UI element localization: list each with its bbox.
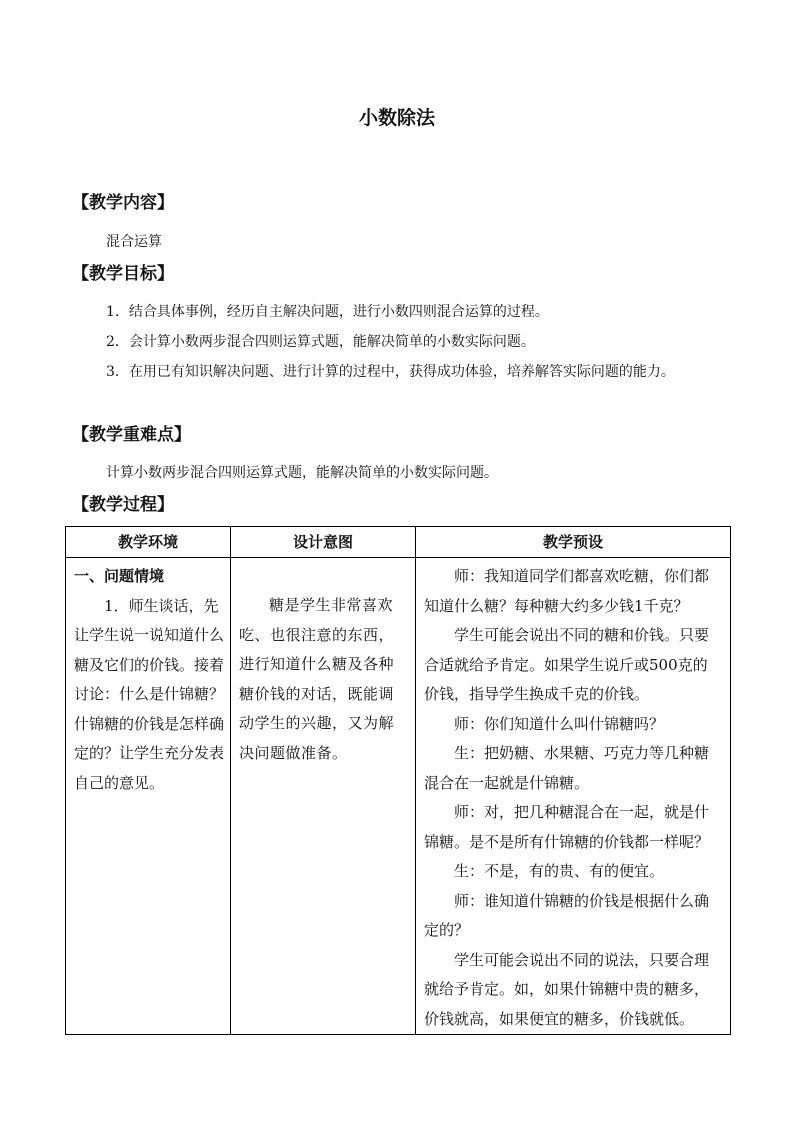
design-intent-text: 糖是学生非常喜欢吃、也很注意的东西，进行知道什么糖及各种糖价钱的对话，既能调动学生的兴趣，又为解决问题做准备。 (239, 596, 395, 762)
table-cell-environment (66, 558, 231, 1035)
plan-line: 学生可能会说出不同的说法，只要合理就给予肯定。如，如果什锦糖中贵的糖多，价钱就高，如果便宜的糖多，价钱就低。 (424, 950, 710, 1028)
table-header-environment: 教学环境 (66, 527, 231, 558)
problem-situation-title: 一、问题情境 (74, 567, 165, 585)
teaching-process-table (65, 526, 731, 1035)
section-heading-goals: 【教学目标】 (72, 264, 174, 284)
table-cell-teaching-plan (416, 558, 731, 1035)
content-text: 混合运算 (106, 234, 162, 250)
table-header-teaching-plan: 教学预设 (416, 527, 731, 558)
environment-text: 1．师生谈话，先让学生说一说知道什么糖及它们的价钱。接着讨论：什么是什锦糖？什锦糖的价钱是怎样确定的？让学生充分发表自己的意见。 (74, 596, 225, 792)
goal-item-3: 3．在用已有知识解决问题、进行计算的过程中，获得成功体验，培养解答实际问题的能力。 (106, 364, 675, 380)
goal-item-1: 1．结合具体事例，经历自主解决问题，进行小数四则混合运算的过程。 (106, 304, 549, 320)
plan-line: 师：谁知道什锦糖的价钱是根据什么确定的？ (424, 891, 710, 939)
key-points-text: 计算小数两步混合四则运算式题，能解决简单的小数实际问题。 (106, 465, 498, 481)
plan-line: 生：不是，有的贵、有的便宜。 (454, 862, 665, 880)
plan-line: 师：你们知道什么叫什锦糖吗？ (454, 714, 665, 733)
plan-line: 学生可能会说出不同的糖和价钱。只要合适就给予肯定。如果学生说斤或500克的价钱，指导学生换成千克的价钱。 (424, 626, 710, 703)
section-heading-process: 【教学过程】 (72, 495, 174, 515)
table-header-design-intent: 设计意图 (231, 527, 416, 558)
goal-item-2: 2．会计算小数两步混合四则运算式题，能解决简单的小数实际问题。 (106, 334, 535, 350)
page-title: 小数除法 (358, 107, 435, 129)
section-heading-key-points: 【教学重难点】 (72, 425, 191, 445)
section-heading-content: 【教学内容】 (72, 193, 174, 213)
plan-line: 师：对，把几种糖混合在一起，就是什锦糖。是不是所有什锦糖的价钱都一样呢？ (424, 803, 710, 851)
plan-line: 生：把奶糖、水果糖、巧克力等几种糖混合在一起就是什锦糖。 (424, 744, 710, 792)
plan-line: 师：我知道同学们都喜欢吃糖，你们都知道什么糖？每种糖大约多少钱1千克？ (424, 567, 710, 615)
table-cell-design-intent (231, 558, 416, 1035)
